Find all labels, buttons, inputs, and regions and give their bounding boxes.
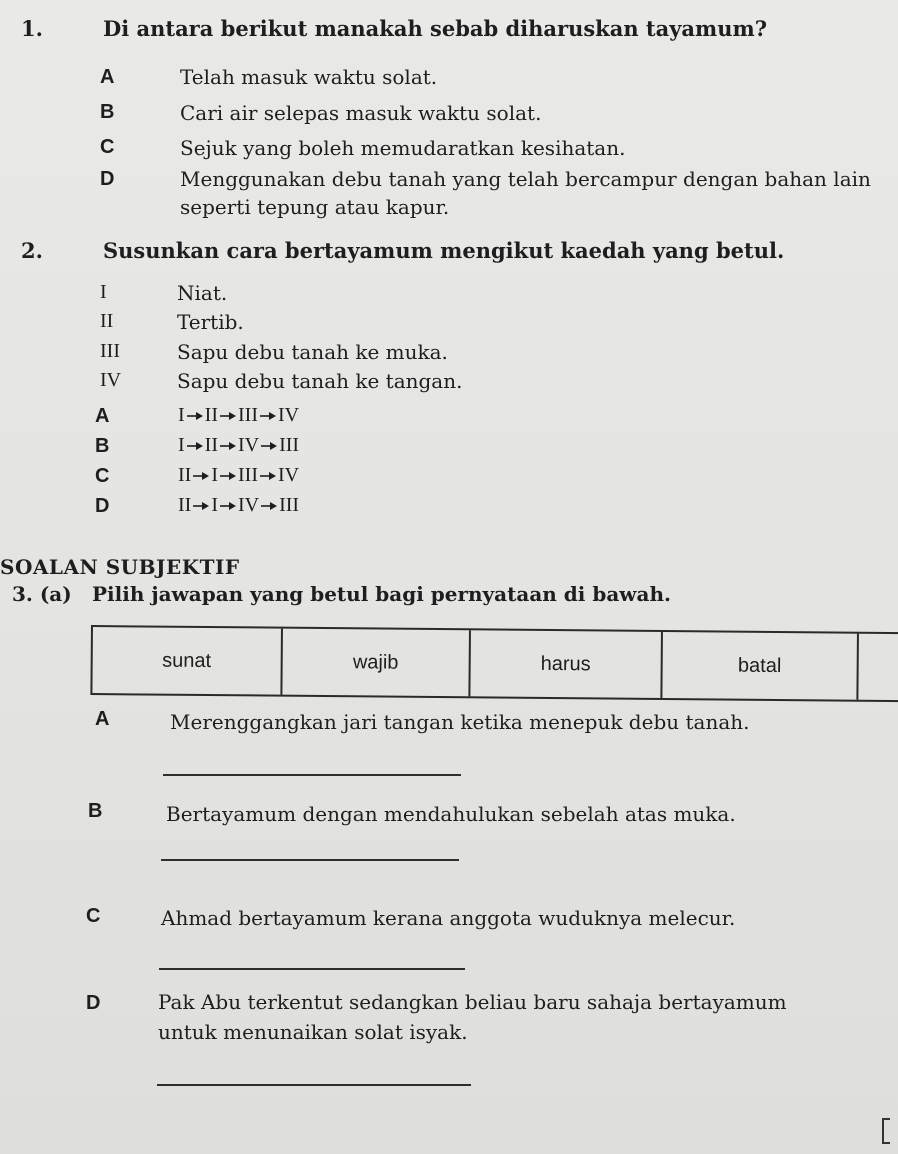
sequence-numeral: IV bbox=[277, 464, 300, 486]
arrow-right-icon bbox=[258, 471, 278, 481]
sequence-numeral: II bbox=[204, 434, 218, 456]
q1-option-d-text: Menggunakan debu tanah yang telah bercampur dengan bahan lain bbox=[180, 167, 871, 191]
q3-item-c-answer-line[interactable] bbox=[159, 968, 465, 970]
arrow-right-icon bbox=[259, 441, 279, 451]
arrow-right-icon bbox=[218, 501, 238, 511]
q3-item-d-text: Pak Abu terkentut sedangkan beliau baru sahaja bertayamum bbox=[158, 990, 787, 1014]
q2-step-2-text: Tertib. bbox=[177, 310, 244, 334]
arrow-right-icon bbox=[191, 471, 211, 481]
arrow-right-icon bbox=[218, 471, 238, 481]
question-3-text: Pilih jawapan yang betul bagi pernyataan di bawah. bbox=[92, 582, 671, 606]
sequence-numeral: II bbox=[178, 494, 192, 516]
q2-option-d-letter: D bbox=[95, 495, 110, 517]
q3-item-a-text: Merenggangkan jari tangan ketika menepuk debu tanah. bbox=[170, 710, 750, 734]
q2-step-4-numeral: IV bbox=[100, 369, 122, 391]
q2-step-4-text: Sapu debu tanah ke tangan. bbox=[177, 369, 463, 393]
q3-item-d-letter: D bbox=[86, 992, 101, 1014]
question-2-text: Susunkan cara bertayamum mengikut kaedah yang betul. bbox=[103, 238, 785, 263]
q2-option-b-sequence bbox=[178, 434, 299, 457]
arrow-right-icon bbox=[218, 411, 238, 421]
sequence-numeral: I bbox=[211, 494, 218, 516]
sequence-numeral: IV bbox=[238, 434, 260, 456]
arrow-right-icon bbox=[185, 441, 205, 451]
q3-item-b-text: Bertayamum dengan mendahulukan sebelah atas muka. bbox=[166, 802, 736, 826]
q1-option-c-letter: C bbox=[100, 136, 115, 158]
q1-option-b-letter: B bbox=[100, 101, 115, 123]
sequence-numeral: IV bbox=[238, 494, 260, 516]
q2-option-a-sequence bbox=[178, 404, 299, 427]
sequence-numeral: II bbox=[204, 404, 218, 426]
choice-cell-harus: harus bbox=[470, 630, 663, 698]
sequence-numeral: III bbox=[238, 404, 258, 426]
arrow-right-icon bbox=[185, 411, 205, 421]
q1-option-a-text: Telah masuk waktu solat. bbox=[180, 65, 438, 89]
section-heading: SOALAN SUBJEKTIF bbox=[0, 555, 240, 579]
q2-step-1-numeral: I bbox=[100, 281, 107, 303]
q2-step-3-numeral: III bbox=[100, 340, 120, 362]
question-2-number: 2. bbox=[21, 238, 43, 263]
sequence-numeral: III bbox=[279, 434, 300, 456]
q3-item-a-answer-line[interactable] bbox=[163, 774, 461, 776]
q3-item-c-text: Ahmad bertayamum kerana anggota wuduknya melecur. bbox=[161, 906, 736, 930]
sequence-numeral: I bbox=[211, 464, 218, 486]
question-3-number: 3. (a) bbox=[12, 582, 72, 606]
choice-cell-batal: batal bbox=[662, 632, 859, 700]
q3-item-d-text-continued: untuk menunaikan solat isyak. bbox=[158, 1020, 468, 1044]
arrow-right-icon bbox=[191, 501, 211, 511]
question-1-text: Di antara berikut manakah sebab diharuskan tayamum? bbox=[103, 16, 768, 41]
choice-cell-sunat: sunat bbox=[92, 627, 283, 695]
q2-option-c-letter: C bbox=[95, 465, 110, 487]
q3-item-b-letter: B bbox=[88, 800, 103, 822]
sequence-numeral: I bbox=[178, 404, 185, 426]
q1-option-d-letter: D bbox=[100, 168, 115, 190]
q1-option-d-text-continued: seperti tepung atau kapur. bbox=[180, 195, 450, 219]
answer-choices-table bbox=[90, 625, 898, 702]
q2-option-d-sequence bbox=[178, 494, 299, 517]
sequence-numeral: III bbox=[238, 464, 258, 486]
choice-cell-wajib: wajib bbox=[282, 629, 471, 697]
q3-item-a-letter: A bbox=[95, 708, 110, 730]
q2-step-1-text: Niat. bbox=[177, 281, 228, 305]
question-1-number: 1. bbox=[21, 16, 43, 41]
sequence-numeral: II bbox=[178, 464, 192, 486]
q1-option-c-text: Sejuk yang boleh memudaratkan kesihatan. bbox=[180, 136, 626, 160]
q2-step-3-text: Sapu debu tanah ke muka. bbox=[177, 340, 448, 364]
sequence-numeral: III bbox=[279, 494, 300, 516]
choice-cell-empty bbox=[858, 634, 898, 700]
q2-option-a-letter: A bbox=[95, 405, 110, 427]
q3-item-d-answer-line[interactable] bbox=[157, 1084, 471, 1086]
arrow-right-icon bbox=[259, 501, 279, 511]
arrow-right-icon bbox=[218, 441, 238, 451]
sequence-numeral: IV bbox=[277, 404, 300, 426]
q3-item-c-letter: C bbox=[86, 905, 101, 927]
q1-option-b-text: Cari air selepas masuk waktu solat. bbox=[180, 101, 542, 125]
q2-option-b-letter: B bbox=[95, 435, 110, 457]
q2-step-2-numeral: II bbox=[100, 310, 114, 332]
arrow-right-icon bbox=[258, 411, 278, 421]
q3-item-b-answer-line[interactable] bbox=[161, 859, 459, 861]
q2-option-c-sequence bbox=[178, 464, 299, 487]
sequence-numeral: I bbox=[178, 434, 185, 456]
q1-option-a-letter: A bbox=[100, 66, 115, 88]
bracket-mark bbox=[882, 1118, 890, 1144]
